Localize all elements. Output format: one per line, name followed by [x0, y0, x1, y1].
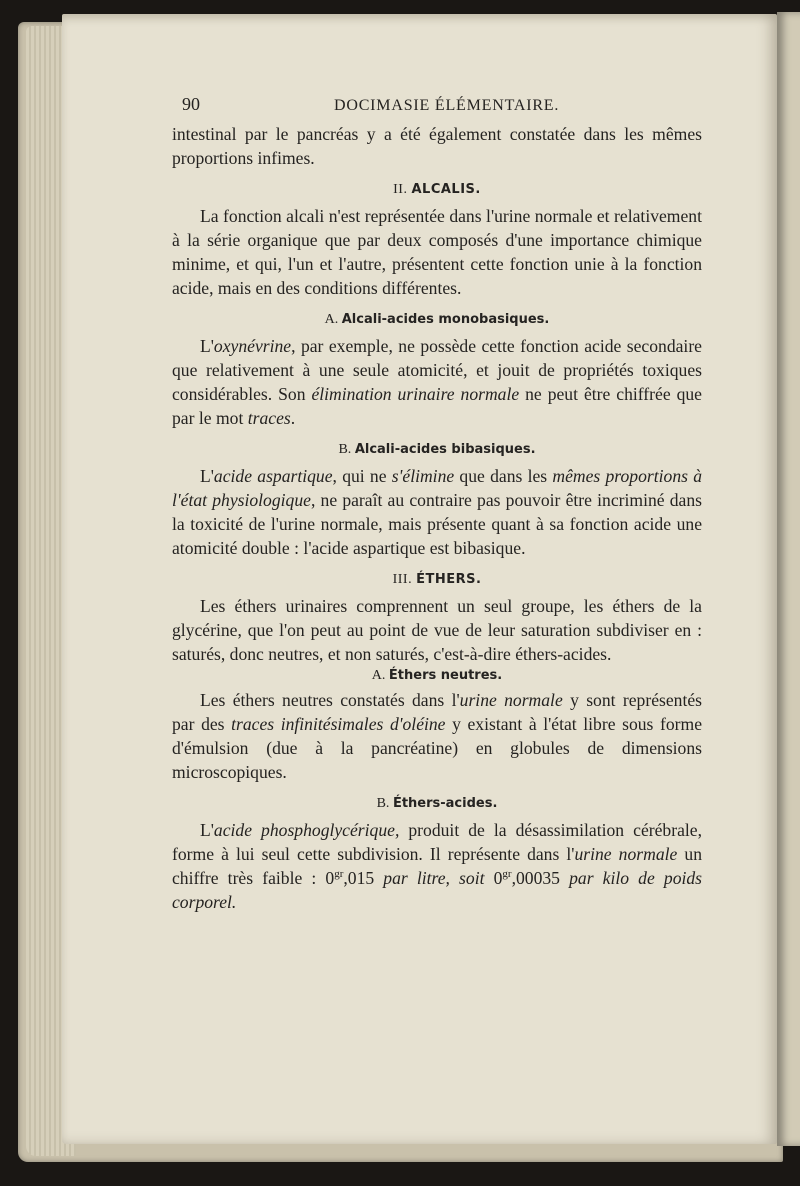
section-heading-ethers — [172, 570, 702, 590]
text-run: produit de la désassimilation cérébrale, forme à lui seul cette subdivision. Il représente dans l' — [172, 820, 702, 864]
text-run: que dans les — [454, 466, 553, 486]
paragraph-continuation: intestinal par le pancréas y a été également constatée dans les mêmes proportions infimes. — [172, 124, 702, 168]
running-title: DOCIMASIE ÉLÉMENTAIRE. — [334, 97, 560, 114]
italic-run: traces infinitésimales d'oléine — [231, 714, 446, 734]
section-number: III. — [392, 572, 413, 587]
section-number: II. — [393, 182, 408, 197]
text-run: L' — [200, 820, 214, 840]
section-heading-alcalis — [172, 180, 702, 200]
paragraph-acide-aspartique — [172, 464, 702, 560]
text-run: L' — [200, 336, 214, 356]
subsection-letter: B. — [338, 442, 352, 457]
paragraph-oxynevrine — [172, 334, 702, 430]
text-run: L' — [200, 466, 214, 486]
italic-run: urine normale — [459, 690, 563, 710]
unit-superscript: gr — [502, 868, 512, 881]
section-name: ÉTHERS. — [416, 572, 482, 587]
subsection-letter: A. — [371, 668, 386, 683]
text-run: un chiffre très faible : 0 — [172, 844, 702, 888]
unit-superscript: gr — [334, 868, 344, 881]
text-run: ,00035 — [511, 868, 570, 888]
subsection-name: Éthers neutres. — [388, 668, 503, 683]
page-header — [172, 92, 702, 116]
paragraph-ethers-acides — [172, 818, 702, 914]
text-run: , par exemple, ne possède cette fonction acide secondaire que relativement à une seule atomicité, et jouit de propriétés toxiques considérables. Son — [172, 336, 702, 404]
italic-run: oxynévrine — [213, 336, 292, 356]
text-run: ne peut être chiffrée que par le mot — [172, 384, 702, 428]
subsection-letter: A. — [324, 312, 339, 327]
text-run: , qui ne — [332, 466, 392, 486]
italic-run: mêmes proportions à l'état physiologique — [172, 466, 703, 510]
text-run: y sont représentés par des — [172, 690, 702, 734]
subsection-name: Alcali-acides monobasiques. — [341, 312, 550, 327]
text-run: y existant à l'état libre sous forme d'émulsion (due à la pancréatine) en globules de dimensions microscopiques. — [172, 714, 703, 782]
facing-page-edge — [777, 12, 800, 1146]
text-run: 0 — [484, 868, 503, 888]
text-run: . — [290, 408, 296, 428]
paragraph-ethers-neutres — [172, 688, 702, 784]
page-text — [172, 92, 702, 914]
text-run: Les éthers neutres constatés dans l' — [200, 690, 460, 710]
italic-run: s'élimine — [391, 466, 455, 486]
subsection-name: Alcali-acides bibasiques. — [354, 442, 536, 457]
italic-run: par litre, soit — [383, 868, 485, 888]
section-name: ALCALIS. — [411, 182, 481, 197]
italic-run: élimination urinaire normale — [311, 384, 520, 404]
subsection-heading-bibasiques — [172, 440, 702, 460]
text-run: ,015 — [343, 868, 384, 888]
paragraph-ethers: Les éthers urinaires comprennent un seul groupe, les éthers de la glycérine, que l'on peut au point de vue de leur saturation subdiviser en : saturés, donc neutres, et non saturés, c'est-à-dire éthers-acides. — [172, 596, 702, 664]
subsection-heading-monobasiques — [172, 310, 702, 330]
subsection-heading-ethers-neutres — [172, 666, 702, 686]
italic-run: traces — [247, 408, 291, 428]
text-run: , ne paraît au contraire pas pouvoir être incriminé dans la toxicité de l'urine normale, mais présente quant à sa fonction acide une atomicité double : l'acide aspartique est bibasique. — [172, 490, 703, 558]
page-number: 90 — [182, 94, 200, 114]
subsection-letter: B. — [376, 796, 390, 811]
italic-run: urine normale — [574, 844, 678, 864]
subsection-heading-ethers-acides — [172, 794, 702, 814]
paragraph-alcalis: La fonction alcali n'est représentée dans l'urine normale et relativement à la série organique que par deux composés d'une importance chimique minime, et qui, l'un et l'autre, présentent cette fonction unie à la fonction acide, mais en des conditions différentes. — [172, 206, 702, 298]
italic-run: acide aspartique — [213, 466, 333, 486]
italic-run: acide phosphoglycérique, — [213, 820, 400, 840]
italic-run: par kilo de poids corporel. — [172, 868, 703, 912]
subsection-name: Éthers-acides. — [392, 796, 498, 811]
